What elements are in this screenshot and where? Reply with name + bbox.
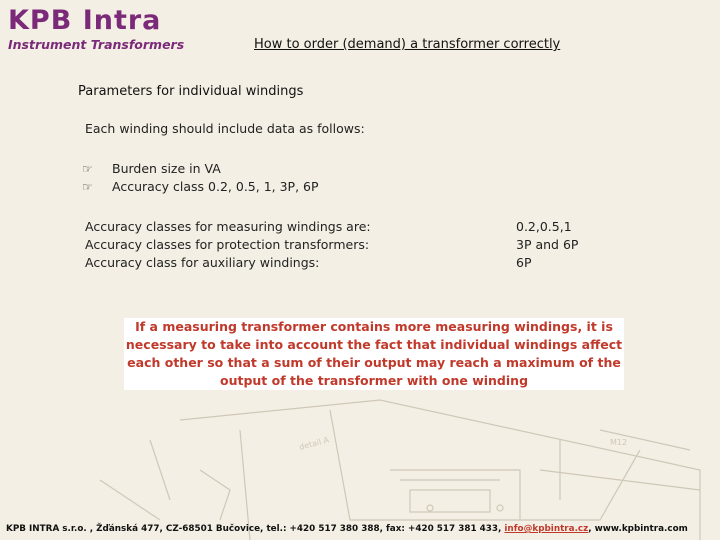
- list-item: [82, 160, 319, 178]
- company-logo: [8, 6, 184, 52]
- logo-tagline: Instrument Transformers: [8, 37, 185, 52]
- footer-email-link[interactable]: info@kpbintra.cz: [504, 524, 589, 534]
- accuracy-value-protection: 3P and 6P: [516, 237, 579, 252]
- footer-contact: [6, 524, 688, 534]
- svg-text:detail A: detail A: [298, 435, 330, 452]
- accuracy-label-auxiliary: Accuracy class for auxiliary windings:: [85, 255, 320, 270]
- footer-website: , www.kpbintra.com: [588, 524, 688, 534]
- accuracy-label-protection: Accuracy classes for protection transformers:: [85, 237, 370, 252]
- pointing-hand-icon: ☞: [82, 180, 93, 194]
- page-title: How to order (demand) a transformer correctly: [254, 37, 561, 52]
- list-item-text: Burden size in VA: [112, 161, 221, 176]
- list-item-text: Accuracy class 0.2, 0.5, 1, 3P, 6P: [112, 179, 319, 194]
- accuracy-label-measuring: Accuracy classes for measuring windings are:: [85, 219, 371, 234]
- svg-text:M12: M12: [610, 438, 628, 447]
- winding-data-list: [82, 160, 319, 196]
- accuracy-value-auxiliary: 6P: [516, 255, 532, 270]
- section-heading: Parameters for individual windings: [78, 84, 304, 99]
- accuracy-class-values: [516, 218, 578, 272]
- intro-text: Each winding should include data as follows:: [85, 121, 365, 136]
- accuracy-class-labels: [85, 218, 371, 272]
- footer-address: KPB INTRA s.r.o. , Žďánská 477, CZ-68501 Bučovice, tel.: +420 517 380 388, fax: +420 517 381 433,: [6, 524, 505, 534]
- windings-note-text: If a measuring transformer contains more measuring windings, it is necessary to take into account the fact that individual windings affect each other so that a sum of their output may reach a maximum of the output of the transformer with one winding: [125, 319, 623, 388]
- windings-note-box: [124, 318, 624, 390]
- accuracy-value-measuring: 0.2,0.5,1: [516, 219, 572, 234]
- pointing-hand-icon: ☞: [82, 162, 93, 176]
- list-item: [82, 178, 319, 196]
- logo-name: KPB Intra: [8, 5, 162, 36]
